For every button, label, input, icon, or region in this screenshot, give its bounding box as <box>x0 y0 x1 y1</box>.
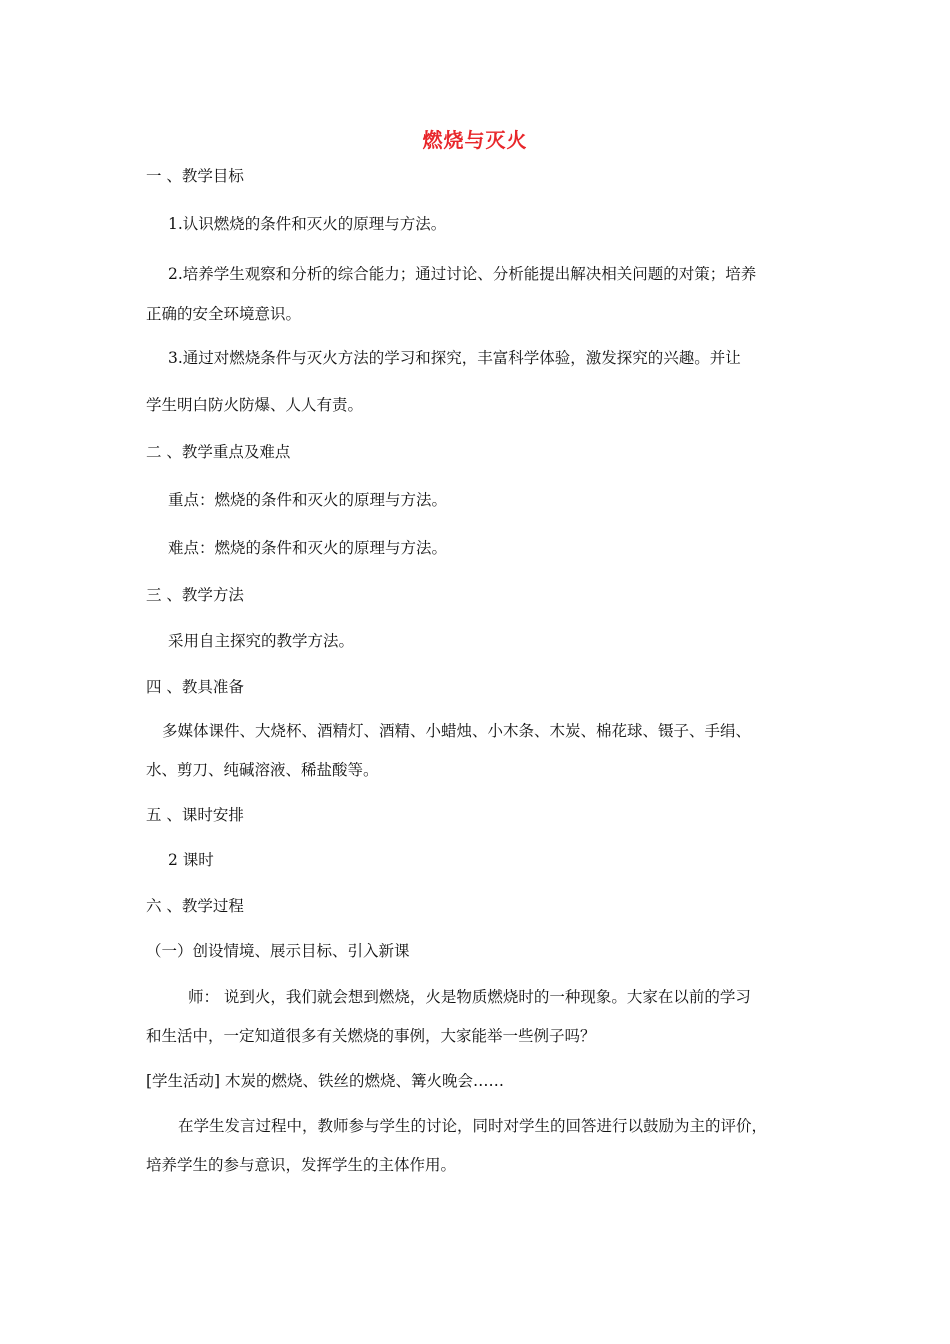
student-activity: [学生活动] 木炭的燃烧、铁丝的燃烧、篝火晚会…… <box>146 1072 505 1090</box>
objective-item-3-line1: 3.通过对燃烧条件与灭火方法的学习和探究，丰富科学体验，激发探究的兴趣。并让 <box>168 349 741 367</box>
difficult-point: 难点：燃烧的条件和灭火的原理与方法。 <box>168 539 448 557</box>
note-line1: 在学生发言过程中，教师参与学生的讨论，同时对学生的回答进行以鼓励为主的评价， <box>178 1117 768 1135</box>
process-subheading-1: （一）创设情境、展示目标、引入新课 <box>146 942 410 960</box>
section-heading-schedule: 五 、课时安排 <box>146 806 244 824</box>
method-text: 采用自主探究的教学方法。 <box>168 632 355 650</box>
objective-item-3-line2: 学生明白防火防爆、人人有责。 <box>146 396 364 414</box>
objective-item-2-line2: 正确的安全环境意识。 <box>146 305 302 323</box>
teacher-line2: 和生活中，一定知道很多有关燃烧的事例，大家能举一些例子吗？ <box>146 1027 596 1045</box>
section-heading-method: 三 、教学方法 <box>146 586 244 604</box>
section-heading-objectives: 一 、教学目标 <box>146 167 244 185</box>
section-heading-key-points: 二 、教学重点及难点 <box>146 443 291 461</box>
teacher-line1: 师： 说到火，我们就会想到燃烧，火是物质燃烧时的一种现象。大家在以前的学习 <box>188 988 751 1006</box>
section-heading-process: 六 、教学过程 <box>146 897 244 915</box>
schedule-text: 2 课时 <box>168 851 214 869</box>
note-line2: 培养学生的参与意识，发挥学生的主体作用。 <box>146 1156 457 1174</box>
objective-item-1: 1.认识燃烧的条件和灭火的原理与方法。 <box>168 215 447 233</box>
materials-line2: 水、剪刀、纯碱溶液、稀盐酸等。 <box>146 761 379 779</box>
section-heading-materials: 四 、教具准备 <box>146 678 244 696</box>
key-point: 重点：燃烧的条件和灭火的原理与方法。 <box>168 491 448 509</box>
objective-item-2-line1: 2.培养学生观察和分析的综合能力；通过讨论、分析能提出解决相关问题的对策；培养 <box>168 265 757 283</box>
materials-line1: 多媒体课件、大烧杯、酒精灯、酒精、小蜡烛、小木条、木炭、棉花球、镊子、手绢、 <box>162 722 752 740</box>
page-title: 燃烧与灭火 <box>422 128 528 152</box>
